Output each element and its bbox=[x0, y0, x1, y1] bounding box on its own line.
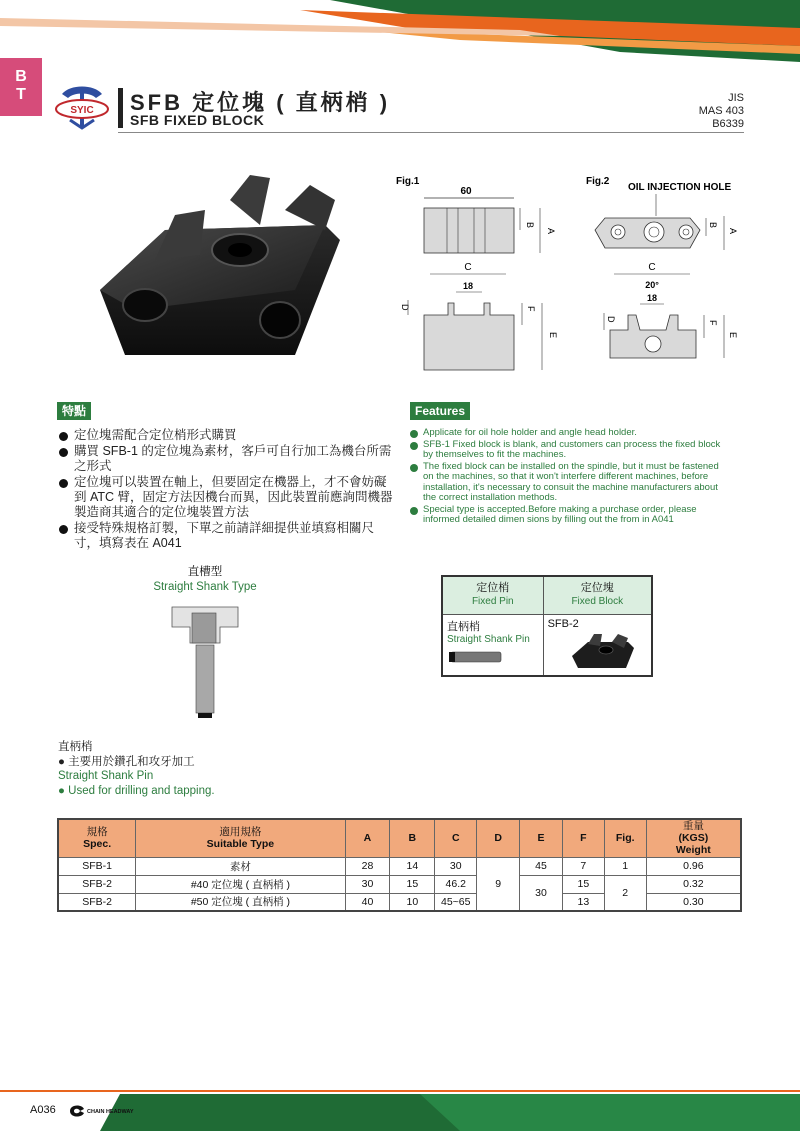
pin-cell-zh: 直柄梢 bbox=[447, 620, 480, 633]
fig2-dim-18: 18 bbox=[646, 293, 658, 303]
header-F: F bbox=[562, 819, 604, 857]
fig2-label: Fig.2 bbox=[586, 176, 610, 187]
spec-table bbox=[57, 818, 742, 912]
features-zh-list bbox=[58, 428, 393, 552]
section-tab-line2: T bbox=[16, 86, 26, 103]
spec-header-zh: 規格 bbox=[86, 826, 108, 839]
standard-code: B6339 bbox=[712, 118, 744, 130]
cell-weight: 0.32 bbox=[646, 875, 741, 893]
fig2-oil-hole-label: OIL INJECTION HOLE bbox=[628, 182, 732, 193]
header-D: D bbox=[477, 819, 520, 857]
pin-item-zh-text: 主要用於鑽孔和攻牙加工 bbox=[68, 755, 195, 768]
pin-item-en: ● Used for drilling and tapping. bbox=[58, 784, 215, 797]
features-en-label: Features bbox=[410, 402, 470, 420]
pin-title-zh: 直柄梢 bbox=[58, 741, 93, 753]
block-cell-label: SFB-2 bbox=[547, 617, 579, 630]
features-en-list bbox=[410, 428, 730, 527]
cell-E-merged: 30 bbox=[520, 875, 563, 911]
fig1-dim-60: 60 bbox=[460, 186, 472, 197]
cell-type: 素材 bbox=[136, 857, 345, 875]
fig1-dim-18: 18 bbox=[462, 281, 474, 291]
cell-C: 45~65 bbox=[435, 893, 477, 911]
feature-en-item: SFB-1 Fixed block is blank, and customers can process the fixed block by themselves to fit the machines. bbox=[410, 440, 730, 461]
header-C: C bbox=[435, 819, 477, 857]
cell-B: 15 bbox=[390, 875, 435, 893]
fig1-dim-A: A bbox=[546, 228, 556, 235]
type-header bbox=[136, 819, 345, 857]
shank-type-en: Straight Shank Type bbox=[153, 581, 257, 593]
block-col-en: Fixed Block bbox=[571, 596, 624, 607]
header-A: A bbox=[345, 819, 390, 857]
feature-zh-item: 購買 SFB-1 的定位塊為素材，客戶可自行加工為機台所需之形式 bbox=[58, 444, 393, 474]
title-accent-bar bbox=[118, 88, 123, 128]
feature-zh-item: 接受特殊規格訂製，下單之前請詳細提供並填寫相關尺寸，填寫表在 A041 bbox=[58, 521, 393, 551]
weight-header-en: Weight bbox=[675, 844, 711, 857]
cell-A: 30 bbox=[345, 875, 390, 893]
cell-B: 14 bbox=[390, 857, 435, 875]
pin-col-en: Fixed Pin bbox=[471, 596, 514, 607]
standard-jis: JIS bbox=[728, 92, 744, 104]
cell-A: 40 bbox=[345, 893, 390, 911]
fixed-block-photo bbox=[95, 170, 350, 375]
pin-col-zh: 定位梢 bbox=[476, 582, 510, 594]
block-cell bbox=[543, 614, 652, 676]
cell-spec: SFB-2 bbox=[58, 875, 136, 893]
spec-header bbox=[58, 819, 136, 857]
pin-item-zh: ● 主要用於鑽孔和攻牙加工 bbox=[58, 755, 195, 768]
cell-A: 28 bbox=[345, 857, 390, 875]
fig1-dim-F: F bbox=[526, 306, 536, 312]
type-header-zh: 適用規格 bbox=[219, 826, 262, 839]
section-tab-line1: B bbox=[15, 68, 27, 85]
table-row bbox=[58, 857, 741, 875]
fig1-label: Fig.1 bbox=[396, 176, 420, 187]
block-col-zh: 定位塊 bbox=[580, 582, 614, 594]
cell-F: 15 bbox=[562, 875, 604, 893]
pin-item-en-text: Used for drilling and tapping. bbox=[68, 784, 215, 797]
pin-block-table bbox=[441, 575, 653, 677]
cell-weight: 0.96 bbox=[646, 857, 741, 875]
header-E: E bbox=[520, 819, 563, 857]
features-zh-label: 特點 bbox=[57, 402, 91, 420]
fig1-dim-E: E bbox=[548, 332, 558, 339]
block-thumbnail bbox=[568, 632, 638, 672]
fig1-dim-B: B bbox=[525, 222, 535, 229]
title-divider bbox=[118, 132, 744, 133]
type-header-en: Suitable Type bbox=[206, 838, 275, 851]
cell-F: 7 bbox=[562, 857, 604, 875]
block-col-header bbox=[543, 576, 652, 614]
brand-text: CHAIN HEADWAY bbox=[87, 1109, 134, 1115]
fig2-dim-B: B bbox=[708, 222, 718, 229]
top-decorative-band bbox=[0, 0, 800, 70]
fig2-dim-A: A bbox=[728, 228, 738, 235]
cell-F: 13 bbox=[562, 893, 604, 911]
pin-title-en: Straight Shank Pin bbox=[58, 770, 154, 782]
pin-cell-en: Straight Shank Pin bbox=[447, 633, 530, 645]
syic-logo bbox=[52, 82, 112, 132]
chain-headway-logo bbox=[68, 1101, 134, 1121]
cell-C: 30 bbox=[435, 857, 477, 875]
cell-E: 45 bbox=[520, 857, 563, 875]
cell-D-merged: 9 bbox=[477, 857, 520, 911]
pin-cell bbox=[442, 614, 543, 676]
cell-type: #40 定位塊 ( 直柄梢 ) bbox=[136, 875, 345, 893]
fig2-drawing bbox=[586, 176, 738, 358]
cell-spec: SFB-2 bbox=[58, 893, 136, 911]
logo-text: SYIC bbox=[70, 105, 94, 116]
feature-en-item: Applicate for oil hole holder and angle head holder. bbox=[410, 428, 730, 439]
cell-fig-merged: 2 bbox=[604, 875, 646, 911]
spec-header-en: Spec. bbox=[83, 838, 112, 851]
shank-type-caption bbox=[150, 565, 260, 595]
header-B: B bbox=[390, 819, 435, 857]
feature-zh-item: 定位塊可以裝置在軸上，但要固定在機器上，才不會妨礙到 ATC 臂，固定方法因機台而異，因此裝置前應詢問機器製造商其適合的定位塊裝置方法 bbox=[58, 475, 393, 520]
fig1-dim-D: D bbox=[400, 304, 410, 311]
standards-block bbox=[699, 92, 744, 131]
cell-B: 10 bbox=[390, 893, 435, 911]
weight-header bbox=[646, 819, 741, 857]
feature-zh-item: 定位塊需配合定位梢形式購買 bbox=[58, 428, 393, 443]
fig1-dim-C: C bbox=[464, 262, 472, 273]
pin-col-header bbox=[442, 576, 543, 614]
fig2-dim-C: C bbox=[648, 262, 656, 273]
spec-header-row bbox=[58, 819, 741, 857]
fig2-dim-E: E bbox=[728, 332, 738, 339]
fig1-drawing bbox=[396, 176, 558, 370]
page-number: A036 bbox=[30, 1104, 56, 1116]
weight-header-zh: 重量 bbox=[682, 820, 704, 833]
dimension-drawings bbox=[390, 170, 770, 380]
cell-spec: SFB-1 bbox=[58, 857, 136, 875]
cell-weight: 0.30 bbox=[646, 893, 741, 911]
straight-shank-illustration bbox=[170, 605, 240, 720]
feature-en-item: The fixed block can be installed on the spindle, but it must be fastened on the machines, so that it won't interfere different machines, before installation, it's necessary to consuit the machine manufacturers about the correct installation methods. bbox=[410, 462, 730, 504]
section-tab bbox=[0, 58, 42, 116]
cell-type: #50 定位塊 ( 直柄梢 ) bbox=[136, 893, 345, 911]
cell-fig: 1 bbox=[604, 857, 646, 875]
page-title-en: SFB FIXED BLOCK bbox=[130, 112, 265, 128]
fig2-dim-20deg: 20° bbox=[645, 280, 659, 290]
weight-header-unit: (KGS) bbox=[678, 832, 709, 845]
fig2-dim-D: D bbox=[606, 316, 616, 323]
pin-thumbnail bbox=[447, 649, 507, 665]
table-row bbox=[58, 875, 741, 893]
page-title-zh: SFB 定位塊 ( 直柄梢 ) bbox=[130, 90, 391, 115]
header-fig: Fig. bbox=[604, 819, 646, 857]
fig2-dim-F: F bbox=[708, 320, 718, 326]
standard-mas: MAS 403 bbox=[698, 105, 744, 117]
cell-C: 46.2 bbox=[435, 875, 477, 893]
feature-en-item: Special type is accepted.Before making a purchase order, please informed detailed dimen sions by filling out the from in A041 bbox=[410, 505, 730, 526]
pin-note bbox=[58, 740, 215, 798]
shank-type-zh: 直槽型 bbox=[187, 566, 223, 578]
